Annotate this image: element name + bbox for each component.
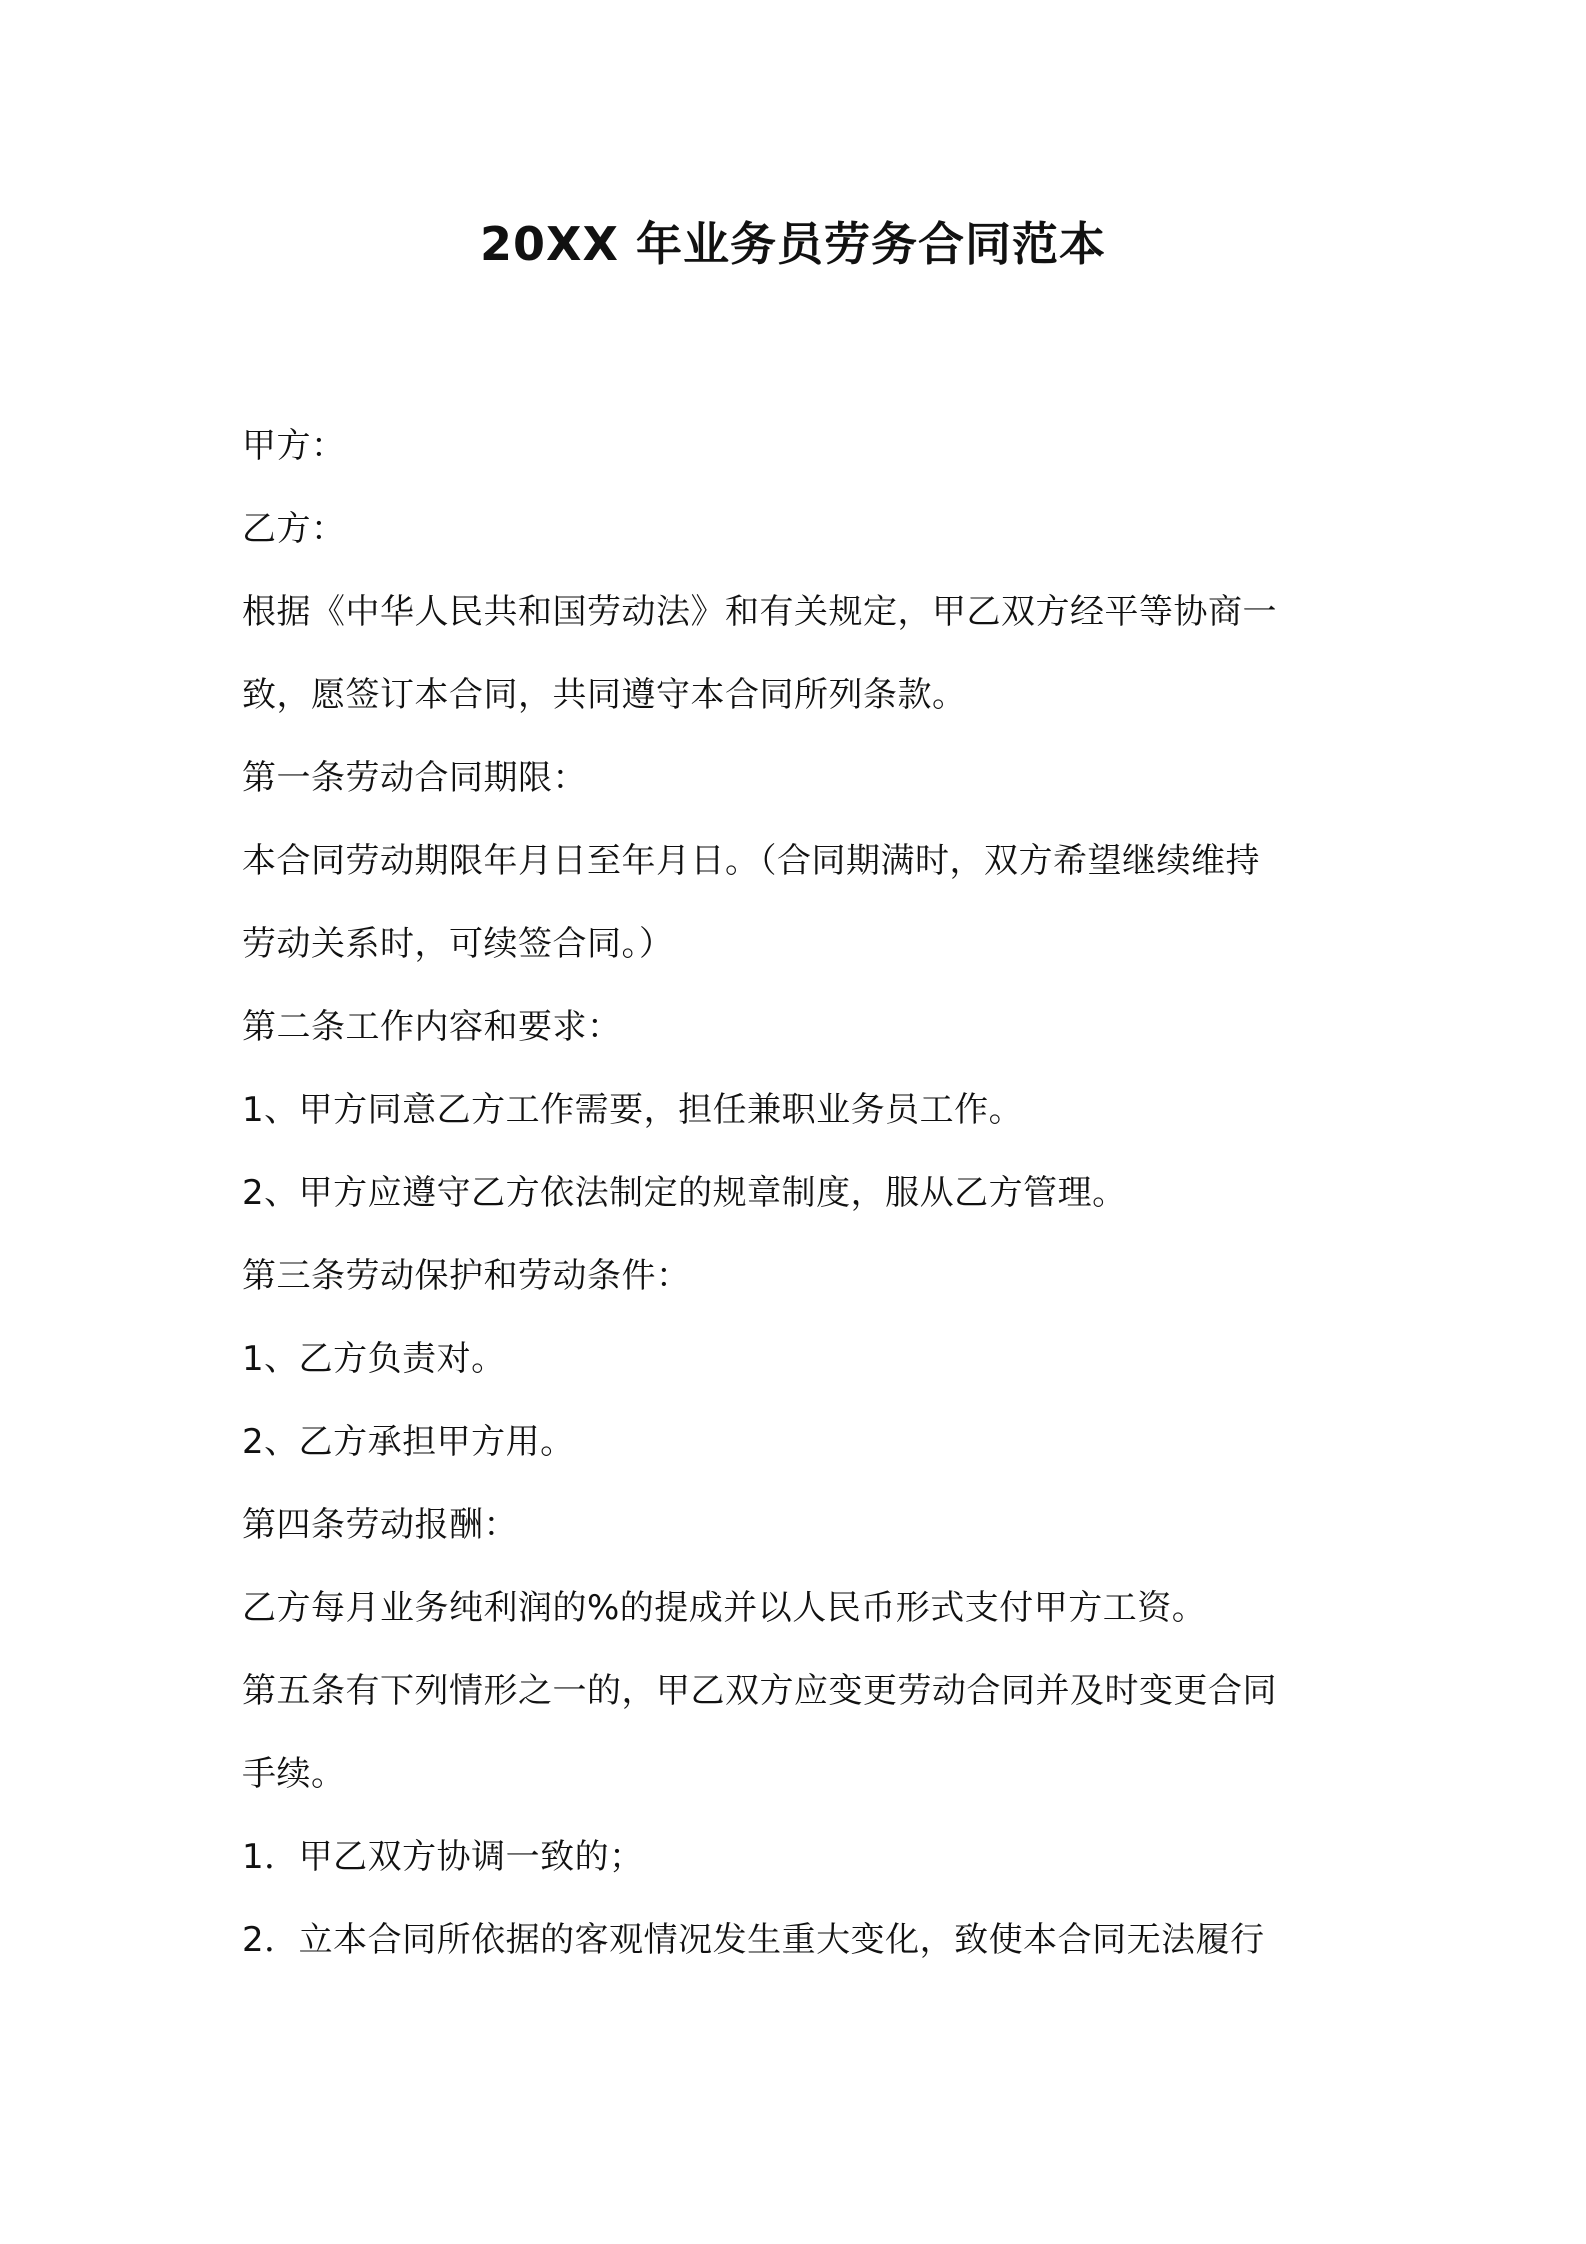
document-body: [242, 405, 1362, 1982]
document-title: 20XX 年业务员劳务合同范本: [480, 217, 1106, 271]
paragraph-line: 根据《中华人民共和国劳动法》和有关规定，甲乙双方经平等协商一: [242, 592, 1277, 632]
article-heading: 第三条劳动保护和劳动条件：: [242, 1256, 691, 1296]
article-heading: 第二条工作内容和要求：: [242, 1007, 622, 1047]
paragraph-line: 劳动关系时，可续签合同。）: [242, 924, 674, 964]
article-heading: 第一条劳动合同期限：: [242, 758, 587, 798]
article-heading: 第五条有下列情形之一的，甲乙双方应变更劳动合同并及时变更合同: [242, 1671, 1277, 1711]
paragraph-line: 本合同劳动期限年月日至年月日。（合同期满时，双方希望继续维持: [242, 841, 1260, 881]
list-item: 1、乙方负责对。: [242, 1339, 506, 1379]
list-item: 2、乙方承担甲方用。: [242, 1422, 575, 1462]
paragraph-line: 乙方每月业务纯利润的%的提成并以人民币形式支付甲方工资。: [242, 1588, 1207, 1628]
list-item: 2、甲方应遵守乙方依法制定的规章制度，服从乙方管理。: [242, 1173, 1127, 1213]
article-heading: 第四条劳动报酬：: [242, 1505, 518, 1545]
list-item: 1．甲乙双方协调一致的；: [242, 1837, 644, 1877]
paragraph-line: 致，愿签订本合同，共同遵守本合同所列条款。: [242, 675, 967, 715]
line-party-b: 乙方：: [242, 509, 346, 549]
line-party-a: 甲方：: [242, 426, 346, 466]
list-item: 2．立本合同所依据的客观情况发生重大变化，致使本合同无法履行: [242, 1920, 1265, 1960]
paragraph-line: 手续。: [242, 1754, 346, 1794]
list-item: 1、甲方同意乙方工作需要，担任兼职业务员工作。: [242, 1090, 1024, 1130]
